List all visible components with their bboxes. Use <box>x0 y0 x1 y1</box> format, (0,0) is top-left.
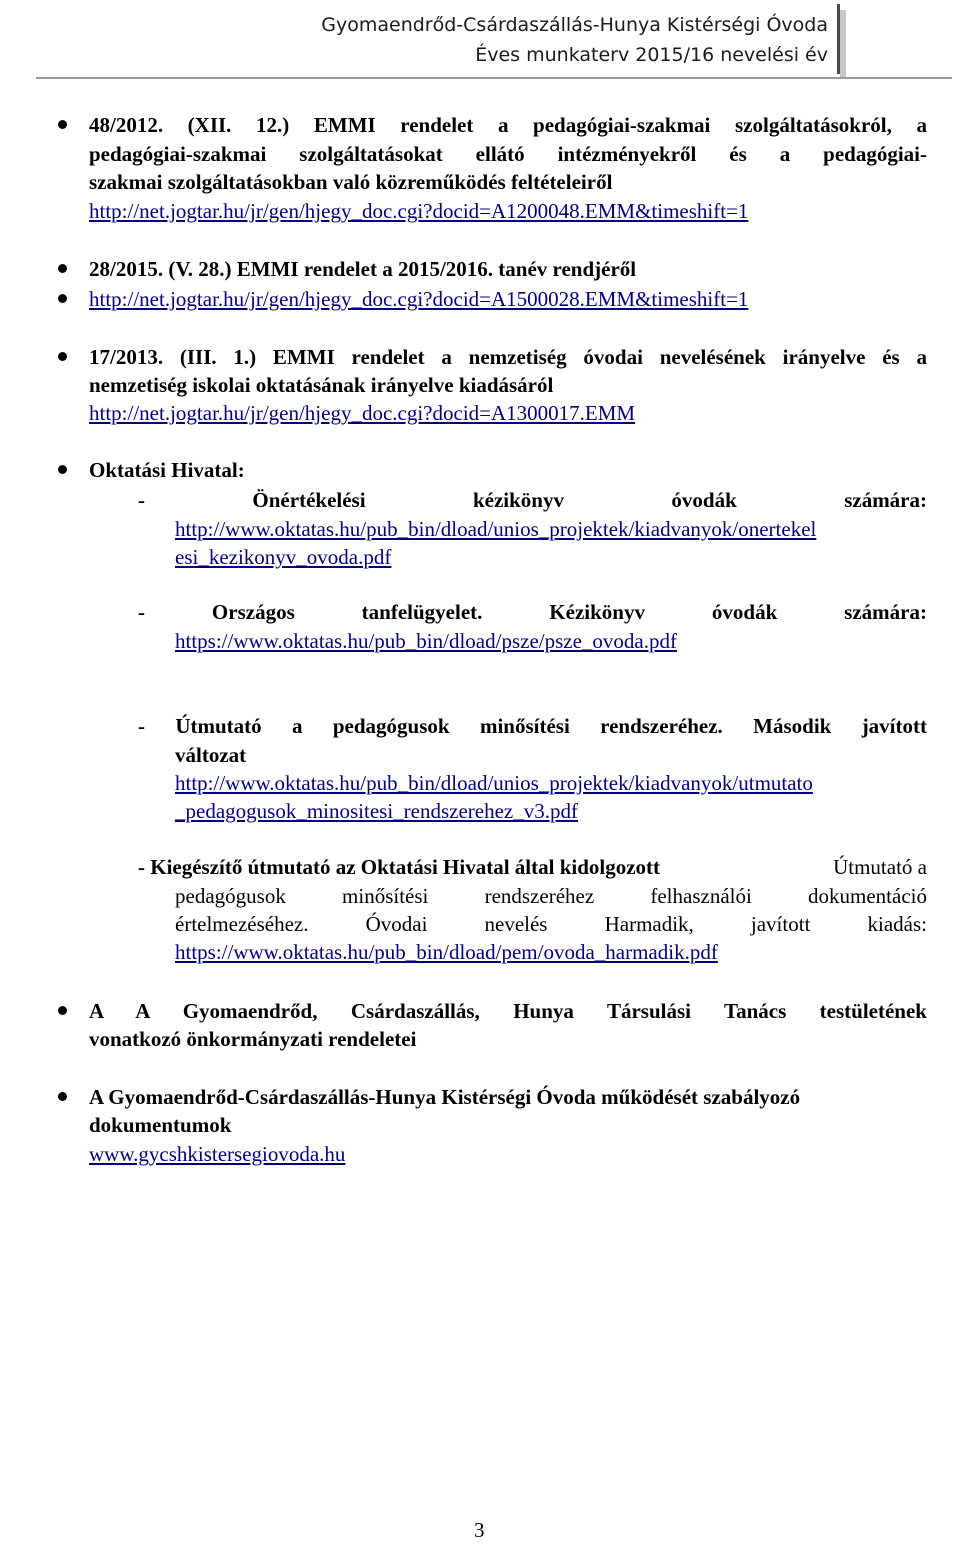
bullet-7 <box>58 1092 67 1101</box>
item7-line1: A Gyomaendrőd-Csárdaszállás-Hunya Kistérségi Óvoda működését szabályozó <box>89 1085 801 1109</box>
item3-link[interactable]: http://net.jogtar.hu/jr/gen/hjegy_doc.cgi?docid=A1500028.EMM&timeshift=1 <box>89 287 749 311</box>
item5-title: Oktatási Hivatal: <box>89 458 245 482</box>
bullet-2 <box>58 264 67 273</box>
header-shadow <box>840 10 846 78</box>
page-number: 3 <box>474 1518 485 1542</box>
header-rule <box>36 77 952 79</box>
bullet-6 <box>58 1006 67 1015</box>
item7-line2: dokumentumok <box>89 1113 232 1137</box>
item5-sub4-line2: pedagógusok minősítési rendszeréhez felhasználói dokumentáció <box>175 884 927 908</box>
item5-sub4-bold: - Kiegészítő útmutató az Oktatási Hivatal által kidolgozott <box>138 855 661 879</box>
header-line-2: Éves munkaterv 2015/16 nevelési év <box>475 44 828 66</box>
item1-link[interactable]: http://net.jogtar.hu/jr/gen/hjegy_doc.cgi?docid=A1200048.EMM&timeshift=1 <box>89 199 749 223</box>
item1-line1: 48/2012. (XII. 12.) EMMI rendelet a pedagógiai-szakmai szolgáltatásokról, a <box>89 113 927 137</box>
item6-line1: A A Gyomaendrőd, Csárdaszállás, Hunya Társulási Tanács testületének <box>89 999 927 1023</box>
item4-line1: 17/2013. (III. 1.) EMMI rendelet a nemzetiség óvodai nevelésének irányelve és a <box>89 345 927 369</box>
item5-sub1-link1[interactable]: http://www.oktatas.hu/pub_bin/dload/unios_projektek/kiadvanyok/onertekel <box>175 517 817 541</box>
bullet-1 <box>58 120 67 129</box>
item5-sub2-link[interactable]: https://www.oktatas.hu/pub_bin/dload/psze/psze_ovoda.pdf <box>175 629 677 653</box>
item4-link[interactable]: http://net.jogtar.hu/jr/gen/hjegy_doc.cgi?docid=A1300017.EMM <box>89 401 636 425</box>
item2-title: 28/2015. (V. 28.) EMMI rendelet a 2015/2016. tanév rendjéről <box>89 257 637 281</box>
item6-line2: vonatkozó önkormányzati rendeletei <box>89 1027 417 1051</box>
page-header <box>321 10 828 70</box>
item5-sub3-line: - Útmutató a pedagógusok minősítési rendszeréhez. Második javított <box>138 714 927 738</box>
item5-sub4-link[interactable]: https://www.oktatas.hu/pub_bin/dload/pem/ovoda_harmadik.pdf <box>175 940 718 964</box>
item5-sub1-line: - Önértékelési kézikönyv óvodák számára: <box>138 488 927 512</box>
item1-line2: pedagógiai-szakmai szolgáltatásokat ellátó intézményekről és a pedagógiai- <box>89 142 927 166</box>
item5-sub4-line3: értelmezéséhez. Óvodai nevelés Harmadik, javított kiadás: <box>175 912 927 936</box>
item5-sub1-link2[interactable]: esi_kezikonyv_ovoda.pdf <box>175 545 392 569</box>
bullet-5 <box>58 465 67 474</box>
item5-sub3-line2: változat <box>175 743 247 767</box>
item1-line3: szakmai szolgáltatásokban való közreműködés feltételeiről <box>89 170 613 194</box>
item5-sub3-link1[interactable]: http://www.oktatas.hu/pub_bin/dload/unios_projektek/kiadvanyok/utmutato <box>175 771 813 795</box>
item5-sub3-link2[interactable]: _pedagogusok_minositesi_rendszerehez_v3.pdf <box>175 799 578 823</box>
item5-sub4-rest: Útmutató a <box>833 855 927 879</box>
item7-link[interactable]: www.gycshkistersegiovoda.hu <box>89 1142 346 1166</box>
item4-line2: nemzetiség iskolai oktatásának irányelve kiadásáról <box>89 373 554 397</box>
header-line-1: Gyomaendrőd-Csárdaszállás-Hunya Kistérségi Óvoda <box>321 14 828 36</box>
item5-sub4-line1 <box>138 853 927 881</box>
bullet-3 <box>58 294 67 303</box>
item5-sub2-line: - Országos tanfelügyelet. Kézikönyv óvodák számára: <box>138 600 927 624</box>
bullet-4 <box>58 352 67 361</box>
